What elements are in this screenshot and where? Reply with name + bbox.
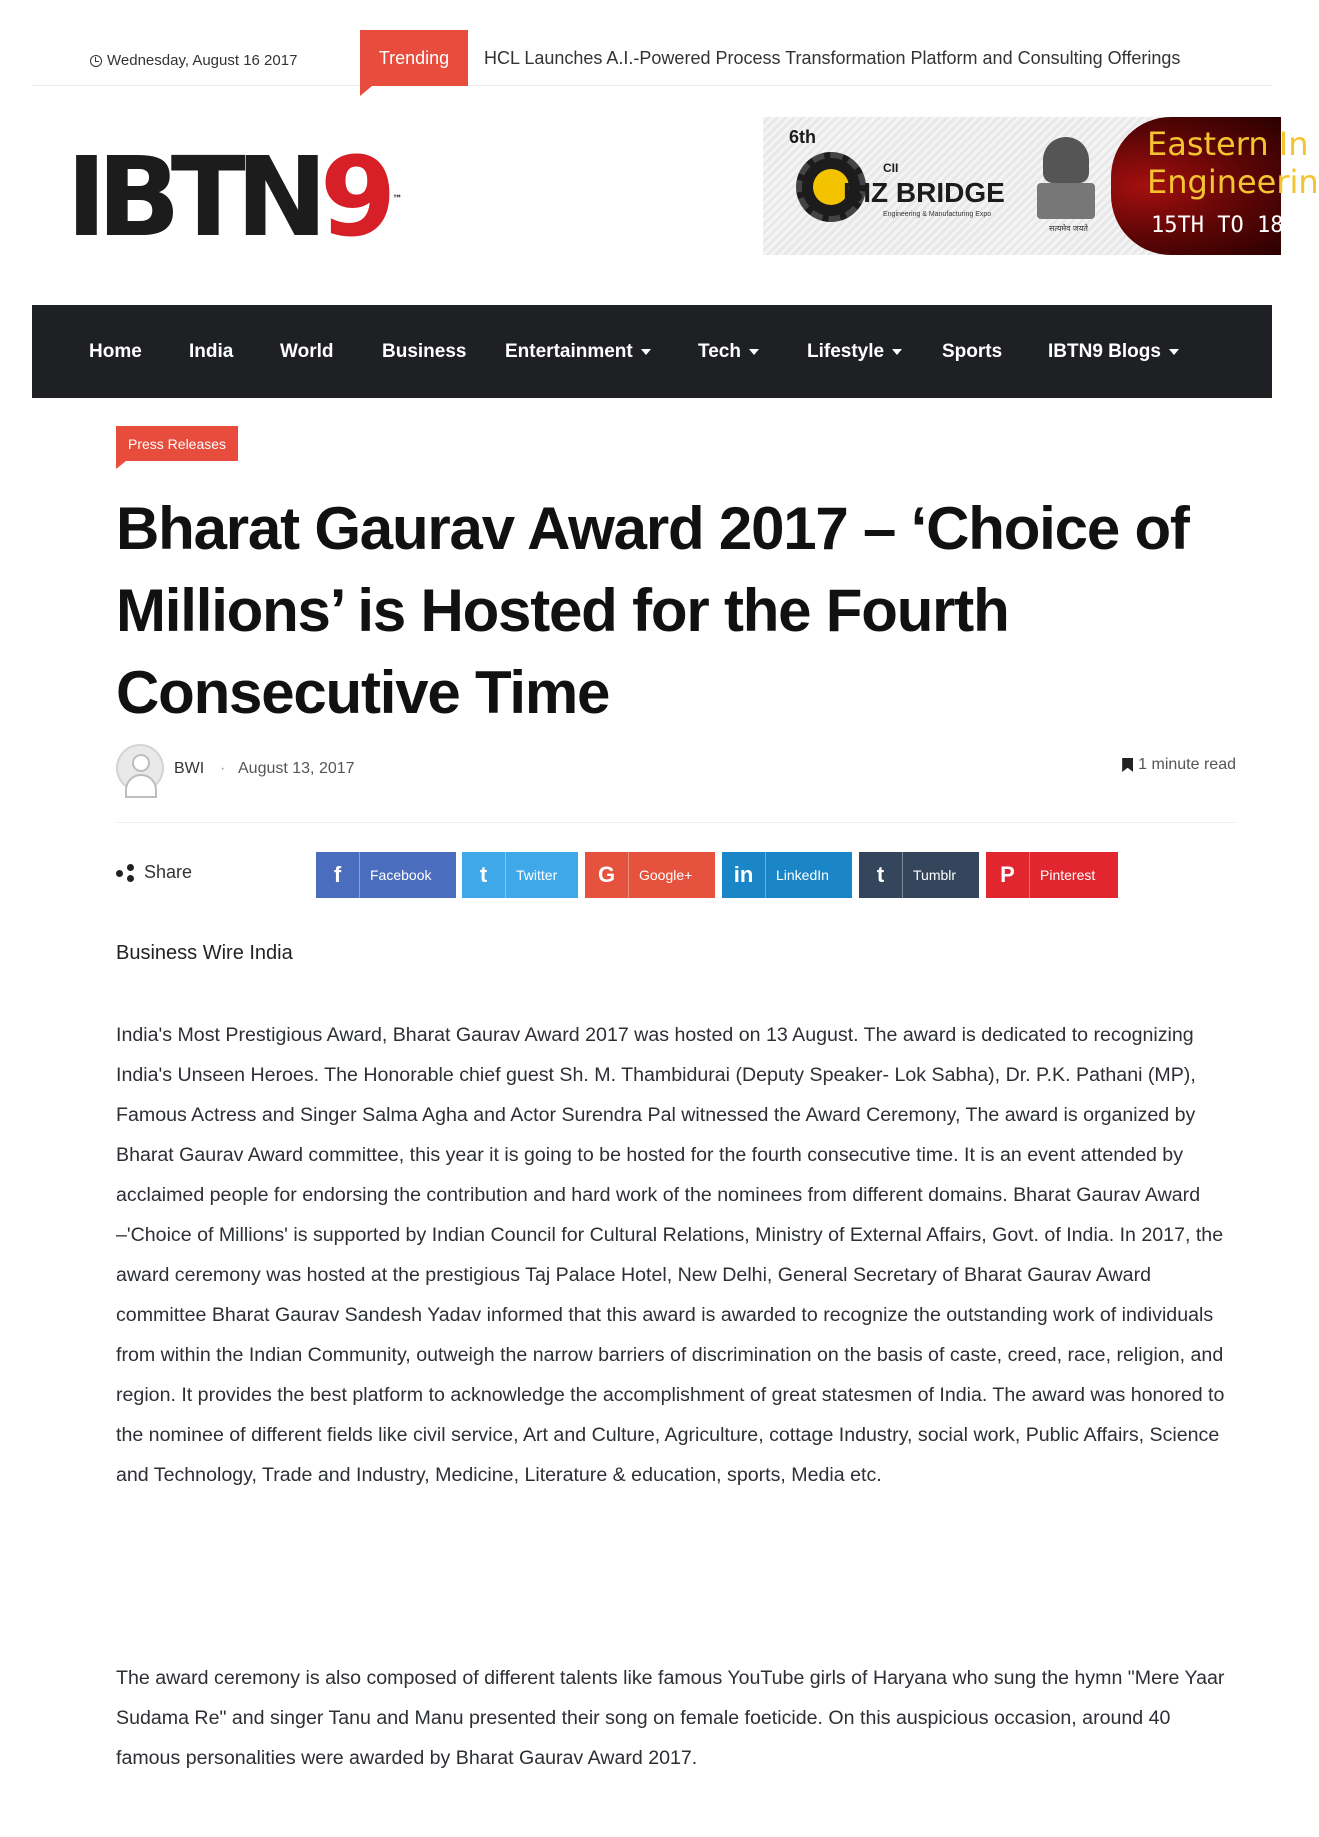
nav-tech[interactable] xyxy=(698,305,759,398)
banner-org: CII xyxy=(883,161,899,175)
nav-sports[interactable] xyxy=(942,305,1002,398)
category-badge[interactable]: Press Releases xyxy=(116,426,238,461)
publish-date: August 13, 2017 xyxy=(238,760,355,777)
read-time-text: 1 minute read xyxy=(1138,756,1236,773)
nav-label: Sports xyxy=(942,340,1003,362)
nav-label: Lifestyle xyxy=(807,340,885,362)
share-googleplus-button[interactable] xyxy=(585,852,715,898)
trending-label: Trending xyxy=(360,30,468,86)
nav-label: India xyxy=(189,340,234,362)
nav-label: IBTN9 Blogs xyxy=(1048,340,1161,362)
nav-india[interactable] xyxy=(189,305,233,398)
share-button-label: LinkedIn xyxy=(776,867,829,883)
share-pinterest-button[interactable] xyxy=(986,852,1118,898)
nav-label: Home xyxy=(89,340,142,362)
date-text: Wednesday, August 16 2017 xyxy=(107,52,298,69)
clock-icon xyxy=(90,55,102,67)
article-title: Bharat Gaurav Award 2017 – ‘Choice of Millions’ is Hosted for the Fourth Consecutive Time xyxy=(116,495,1189,726)
bookmark-icon xyxy=(1122,758,1133,772)
nav-label: Business xyxy=(382,340,467,362)
share-facebook-button[interactable] xyxy=(316,852,456,898)
logo-trademark: ™ xyxy=(392,194,403,205)
emblem-lions xyxy=(1043,137,1089,183)
share-linkedin-button[interactable] xyxy=(722,852,852,898)
share-button-label: Tumblr xyxy=(913,867,957,883)
share-button-label: Facebook xyxy=(370,867,432,883)
share-label xyxy=(116,862,192,883)
national-emblem-icon xyxy=(1035,137,1097,233)
logo-text: IBTN xyxy=(66,133,318,261)
nav-world[interactable] xyxy=(280,305,333,398)
nav-business[interactable] xyxy=(382,305,466,398)
share-icon xyxy=(116,864,134,882)
meta-divider xyxy=(116,822,1236,823)
article-source: Business Wire India xyxy=(116,942,293,964)
share-button-label: Twitter xyxy=(516,867,558,883)
banner-tagline: Engineering & Manufacturing Expo xyxy=(883,211,992,218)
read-time xyxy=(1122,756,1236,774)
share-twitter-button[interactable] xyxy=(462,852,578,898)
nav-label: Entertainment xyxy=(505,340,633,362)
share-label-text: Share xyxy=(144,862,193,882)
banner-event-name: BIZ BRIDGE xyxy=(843,177,1005,208)
nav-label: Tech xyxy=(698,340,741,362)
avatar-body xyxy=(125,774,157,798)
emblem-motto: सत्यमेव जयते xyxy=(1049,224,1088,233)
article-meta xyxy=(116,744,1236,792)
share-icon-dot xyxy=(116,870,123,877)
nav-label: World xyxy=(280,340,334,362)
banner-line-3: 15TH TO 18T xyxy=(1151,213,1297,238)
banner-line-2: Engineerin xyxy=(1147,163,1319,201)
site-logo[interactable] xyxy=(66,133,403,261)
ad-banner[interactable] xyxy=(763,117,1319,255)
nav-ibtn9-blogs[interactable] xyxy=(1048,305,1179,398)
share-icon-dot xyxy=(127,864,134,871)
facebook-icon: f xyxy=(316,852,360,898)
author-link[interactable]: BWI xyxy=(174,760,205,777)
nav-entertainment[interactable] xyxy=(505,305,651,398)
meta-separator: · xyxy=(220,760,226,777)
share-icon-dot xyxy=(127,875,134,882)
top-bar xyxy=(32,30,1272,86)
share-tumblr-button[interactable] xyxy=(859,852,979,898)
share-button-label: Pinterest xyxy=(1040,867,1096,883)
google-icon: G xyxy=(585,852,629,898)
banner-ordinal: 6th xyxy=(789,127,816,147)
nav-lifestyle[interactable] xyxy=(807,305,902,398)
nav-home[interactable] xyxy=(89,305,142,398)
article-paragraph-1: India's Most Prestigious Award, Bharat Gaurav Award 2017 was hosted on 13 August. The award is dedicated to recognizing India's Unseen Heroes. The Honorable chief guest Sh. M. Thambidurai (Deputy Speaker- Lok Sabha), Dr. P.K. Pathani (MP), Famous Actress and Singer Salma Agha and Actor Surendra Pal witnessed the Award Ceremony, The award is organized by Bharat Gaurav Award committee, this year it is going to be hosted for the fourth consecutive time. It is an event attended by acclaimed people for endorsing the contribution and hard work of the nominees from different domains. Bharat Gaurav Award –'Choice of Millions' is supported by Indian Council for Cultural Relations, Ministry of External Affairs, Govt. of India. In 2017, the award ceremony was hosted at the prestigious Taj Palace Hotel, New Delhi, General Secretary of Bharat Gaurav Award committee Bharat Gaurav Sandesh Yadav informed that this award is awarded to recognize the outstanding work of individuals from within the Indian Community, outweigh the narrow barriers of discrimination on the basis of caste, creed, race, religion, and region. It provides the best platform to acknowledge the accomplishment of great statesmen of India. The award was honored to the nominee of different fields like civil service, Art and Culture, Agriculture, cottage Industry, social work, Public Affairs, Science and Technology, Trade and Industry, Medicine, Literature & education, sports, Media etc. xyxy=(116,1024,1225,1486)
share-button-label: Google+ xyxy=(639,867,693,883)
logo-nine: 9 xyxy=(319,133,387,261)
chevron-down-icon xyxy=(641,349,651,355)
emblem-base xyxy=(1037,183,1095,219)
chevron-down-icon xyxy=(1169,349,1179,355)
article-paragraph-2: The award ceremony is also composed of different talents like famous YouTube girls of Haryana who sung the hymn "Mere Yaar Sudama Re" and singer Tanu and Manu presented their song on female foeticide. On this auspicious occasion, around 40 famous personalities were awarded by Bharat Gaurav Award 2017. xyxy=(116,1667,1225,1769)
chevron-down-icon xyxy=(892,349,902,355)
avatar[interactable] xyxy=(116,744,164,792)
banner-line-1: Eastern In xyxy=(1147,125,1309,163)
twitter-icon: t xyxy=(462,852,506,898)
tumblr-icon: t xyxy=(859,852,903,898)
pinterest-icon: P xyxy=(986,852,1030,898)
trending-ticker-link[interactable]: HCL Launches A.I.-Powered Process Transformation Platform and Consulting Offerings xyxy=(484,48,1181,68)
chevron-down-icon xyxy=(749,349,759,355)
linkedin-icon: in xyxy=(722,852,766,898)
main-nav xyxy=(32,305,1272,398)
avatar-head xyxy=(132,754,150,772)
current-date xyxy=(90,52,297,69)
